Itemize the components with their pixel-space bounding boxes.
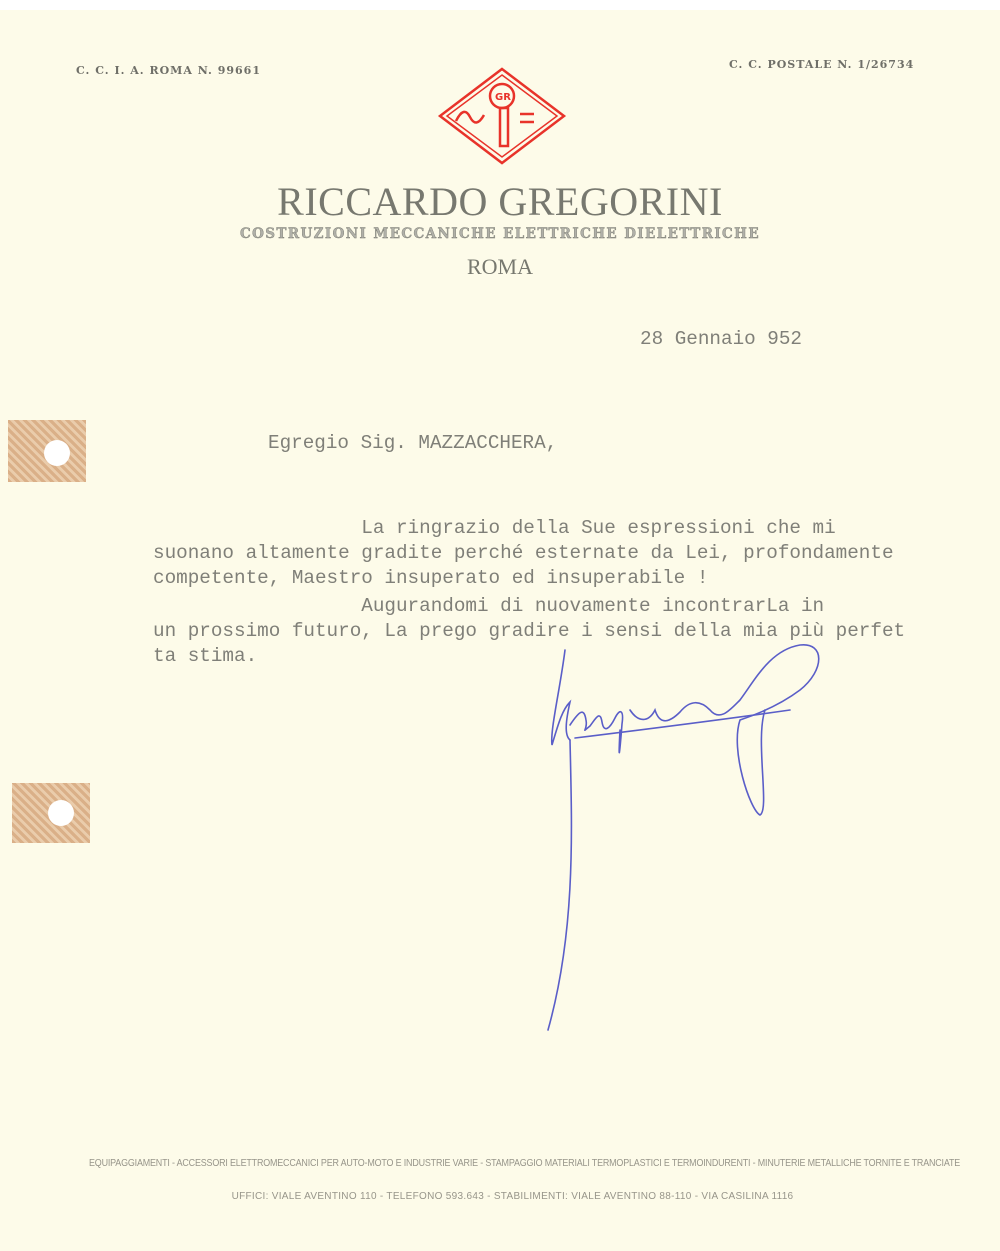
letter-paragraph-1: [153, 516, 894, 591]
body-line: ta stima.: [153, 645, 258, 667]
company-logo: [436, 66, 568, 166]
body-line: La ringrazio della Sue espressioni che mi: [153, 517, 836, 539]
letter-salutation: Egregio Sig. MAZZACCHERA,: [268, 432, 558, 454]
letter-date: 28 Gennaio 952: [640, 328, 802, 350]
punch-hole: [44, 440, 70, 466]
company-name: RICCARDO GREGORINI: [277, 179, 723, 224]
body-line: suonano altamente gradite perché esternate da Lei, profondamente: [153, 542, 894, 564]
handwritten-signature: [540, 640, 840, 1040]
body-line: Augurandomi di nuovamente incontrarLa in: [153, 595, 825, 617]
punch-hole: [48, 800, 74, 826]
company-tagline: COSTRUZIONI MECCANICHE ELETTRICHE DIELETTRICHE: [239, 226, 761, 242]
footer-activities: EQUIPAGGIAMENTI - ACCESSORI ELETTROMECCANICI PER AUTO-MOTO E INDUSTRIE VARIE - STAMPAGGIO MATERIALI TERMOPLASTICI E TERMOINDURENTI - MINUTERIE METALLICHE TORNITE E TRANCIATE: [89, 1158, 961, 1169]
postal-account: C. C. POSTALE N. 1/26734: [729, 58, 915, 71]
body-line: competente, Maestro insuperato ed insuperabile !: [153, 567, 709, 589]
body-line: un prossimo futuro, La prego gradire i sensi della mia più perfet: [153, 620, 906, 642]
logo-monogram: GR: [495, 92, 511, 103]
company-city: ROMA: [466, 254, 533, 279]
footer-addresses: UFFICI: VIALE AVENTINO 110 - TELEFONO 593.643 - STABILIMENTI: VIALE AVENTINO 88-110 - VIA CASILINA 1116: [231, 1191, 794, 1202]
chamber-registration: C. C. I. A. ROMA N. 99661: [76, 64, 261, 77]
